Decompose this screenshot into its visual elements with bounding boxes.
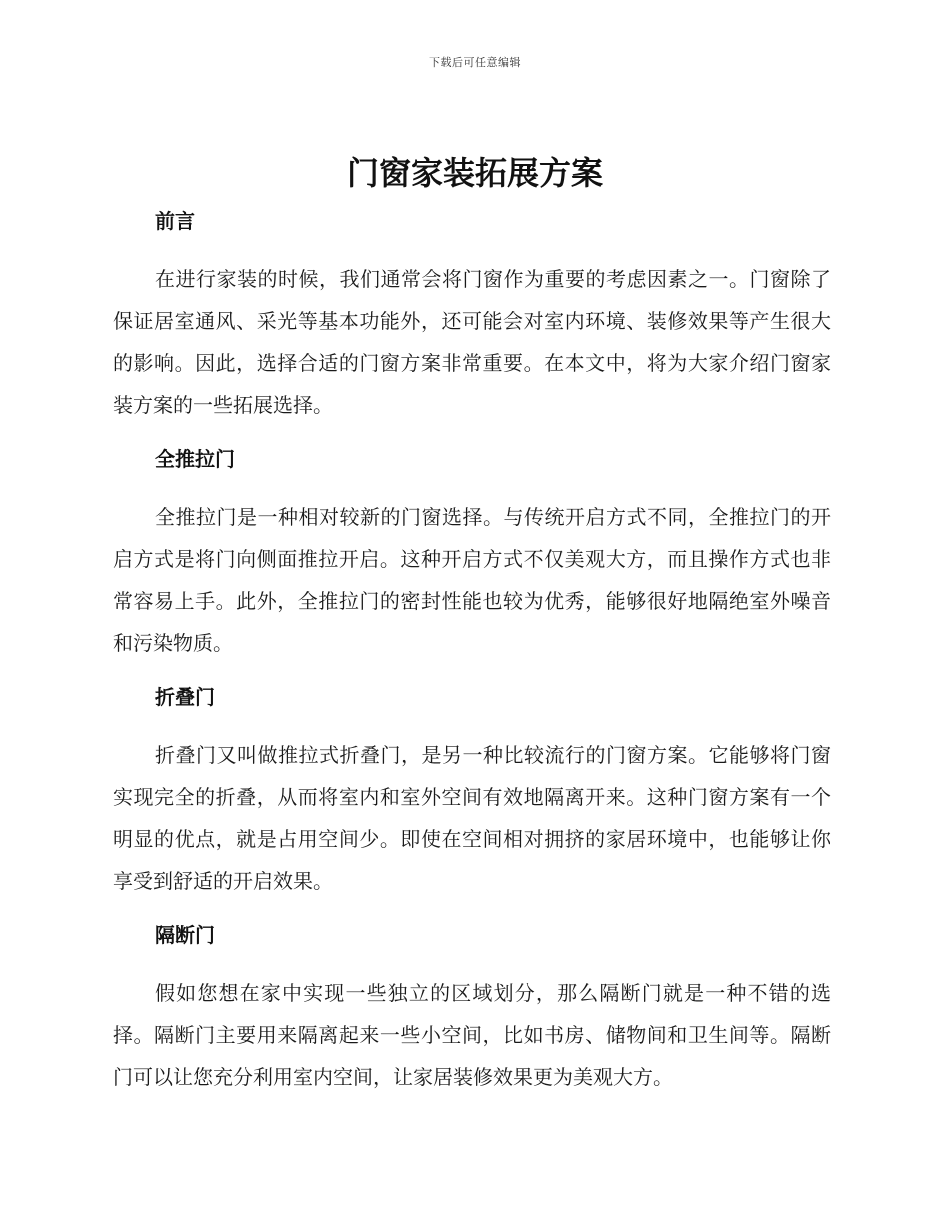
document-body	[113, 204, 831, 1114]
section-paragraph: 假如您想在家中实现一些独立的区域划分，那么隔断门就是一种不错的选择。隔断门主要用来隔离起来一些小空间，比如书房、储物间和卫生间等。隔断门可以让您充分利用室内空间，让家居装修效果更为美观大方。	[113, 981, 831, 1089]
section-preface	[113, 204, 831, 426]
section-partition-door	[113, 918, 831, 1098]
section-paragraph: 在进行家装的时候，我们通常会将门窗作为重要的考虑因素之一。门窗除了保证居室通风、采光等基本功能外，还可能会对室内环境、装修效果等产生很大的影响。因此，选择合适的门窗方案非常重要。在本文中，将为大家介绍门窗家装方案的一些拓展选择。	[113, 267, 831, 417]
section-folding-door	[113, 680, 831, 902]
section-paragraph: 全推拉门是一种相对较新的门窗选择。与传统开启方式不同，全推拉门的开启方式是将门向侧面推拉开启。这种开启方式不仅美观大方，而且操作方式也非常容易上手。此外，全推拉门的密封性能也较为优秀，能够很好地隔绝室外噪音和污染物质。	[113, 505, 831, 655]
page-header-note: 下载后可任意编辑	[429, 56, 521, 69]
section-heading: 全推拉门	[155, 447, 235, 471]
section-heading: 前言	[155, 209, 195, 233]
section-paragraph: 折叠门又叫做推拉式折叠门，是另一种比较流行的门窗方案。它能够将门窗实现完全的折叠，从而将室内和室外空间有效地隔离开来。这种门窗方案有一个明显的优点，就是占用空间少。即使在空间相对拥挤的家居环境中，也能够让你享受到舒适的开启效果。	[113, 743, 831, 893]
section-sliding-door	[113, 442, 831, 664]
section-heading: 折叠门	[155, 685, 215, 709]
document-title: 门窗家装拓展方案	[346, 154, 603, 192]
section-heading: 隔断门	[155, 923, 215, 947]
